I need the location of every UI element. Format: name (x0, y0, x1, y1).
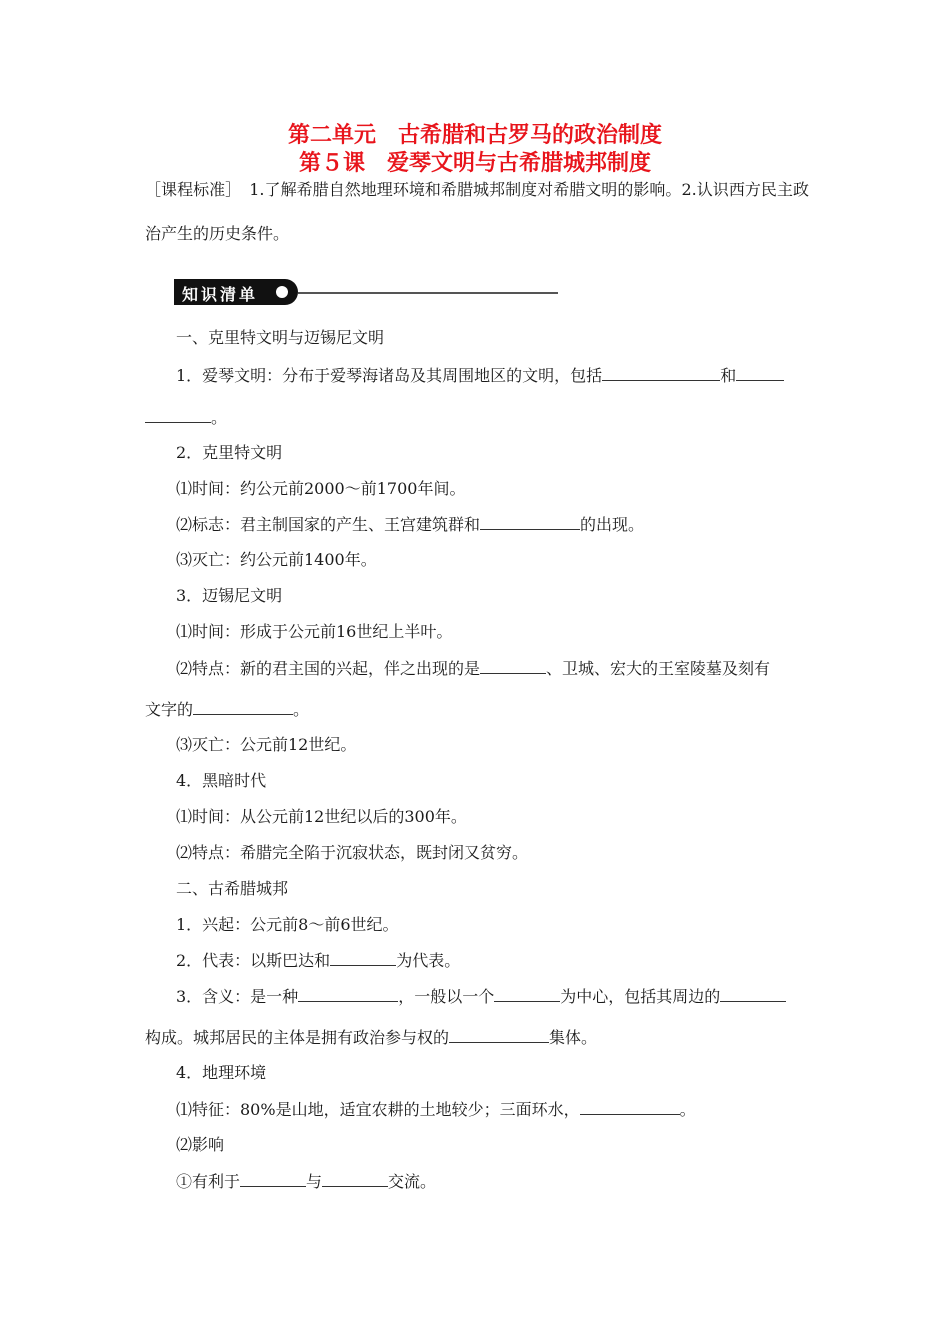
fill-blank[interactable] (322, 1170, 388, 1187)
mycenae-feature-cont (145, 698, 309, 720)
fill-blank[interactable] (193, 698, 293, 715)
geo-influence: ⑵影响 (176, 1135, 225, 1154)
fill-blank[interactable] (145, 406, 211, 423)
geo-feature (176, 1098, 696, 1120)
heading-section-1: 一、克里特文明与迈锡尼文明 (176, 328, 385, 347)
item-aegean-and: 和 (720, 366, 737, 385)
geo-feature-text: ⑴特征：80%是山地，适宜农耕的土地较少；三面环水， (176, 1100, 580, 1119)
fill-blank[interactable] (720, 985, 786, 1002)
crete-time: ⑴时间：约公元前2000～前1700年间。 (176, 479, 466, 498)
polis-representative (176, 949, 460, 971)
item-aegean-text: 1．爱琴文明：分布于爱琴海诸岛及其周围地区的文明，包括 (176, 366, 603, 385)
section-badge-label: 知识清单 (182, 285, 259, 304)
mycenae-feature (176, 657, 770, 679)
mycenae-feature-text: ⑵特点：新的君主国的兴起，伴之出现的是 (176, 659, 481, 678)
heading-geography: 4．地理环境 (176, 1063, 267, 1082)
crete-fall: ⑶灭亡：约公元前1400年。 (176, 550, 377, 569)
polis-meaning-cont (145, 1026, 597, 1048)
polis-meaning-text4: 构成。城邦居民的主体是拥有政治参与权的 (145, 1028, 450, 1047)
fill-blank[interactable] (330, 949, 396, 966)
lesson-title: 第５课 爱琴文明与古希腊城邦制度 (298, 151, 651, 176)
dot-icon (276, 286, 288, 298)
fill-blank[interactable] (494, 985, 560, 1002)
section-badge (174, 279, 298, 305)
heading-dark-age: 4．黑暗时代 (176, 771, 267, 790)
mycenae-feature-text2: 、卫城、宏大的王室陵墓及刻有 (546, 659, 771, 678)
fill-blank[interactable] (449, 1026, 549, 1043)
geo-influence-1 (176, 1170, 436, 1192)
polis-meaning-text3: 为中心，包括其周边的 (560, 987, 721, 1006)
fill-blank[interactable] (602, 364, 720, 381)
item-aegean (176, 364, 784, 386)
polis-rep-end: 为代表。 (396, 951, 461, 970)
fill-blank[interactable] (480, 657, 546, 674)
mycenae-time: ⑴时间：形成于公元前16世纪上半叶。 (176, 622, 453, 641)
polis-meaning-text2: ，一般以一个 (398, 987, 495, 1006)
section-divider (298, 292, 558, 294)
polis-meaning-end: 集体。 (549, 1028, 598, 1047)
heading-section-2: 二、古希腊城邦 (176, 879, 289, 898)
crete-sign-text: ⑵标志：君主制国家的产生、王宫建筑群和 (176, 515, 481, 534)
mycenae-feature-text3: 文字的 (145, 700, 194, 719)
heading-mycenae: 3．迈锡尼文明 (176, 586, 283, 605)
geo-influence-end: 交流。 (388, 1172, 437, 1191)
geo-influence-text: ①有利于 (176, 1172, 241, 1191)
period: 。 (211, 408, 228, 427)
mycenae-fall: ⑶灭亡：公元前12世纪。 (176, 735, 357, 754)
polis-rise: 1．兴起：公元前8～前6世纪。 (176, 915, 399, 934)
heading-crete: 2．克里特文明 (176, 443, 283, 462)
unit-title: 第二单元 古希腊和古罗马的政治制度 (287, 123, 662, 148)
polis-meaning-text: 3．含义：是一种 (176, 987, 299, 1006)
period: 。 (293, 700, 310, 719)
geo-influence-and: 与 (306, 1172, 323, 1191)
fill-blank[interactable] (480, 513, 580, 530)
fill-blank[interactable] (298, 985, 398, 1002)
polis-rep-text: 2．代表：以斯巴达和 (176, 951, 331, 970)
polis-meaning (176, 985, 786, 1007)
dark-age-time: ⑴时间：从公元前12世纪以后的300年。 (176, 807, 467, 826)
crete-sign (176, 513, 644, 535)
dark-age-feature: ⑵特点：希腊完全陷于沉寂状态，既封闭又贫穷。 (176, 843, 529, 862)
item-aegean-cont (145, 406, 227, 428)
fill-blank[interactable] (736, 364, 784, 381)
fill-blank[interactable] (580, 1098, 680, 1115)
period: 。 (679, 1100, 696, 1119)
fill-blank[interactable] (240, 1170, 306, 1187)
course-standard: ［课程标准］ 1.了解希腊自然地理环境和希腊城邦制度对希腊文明的影响。2.认识西方民主政治产生的历史条件。 (145, 180, 809, 243)
crete-sign-end: 的出现。 (580, 515, 645, 534)
